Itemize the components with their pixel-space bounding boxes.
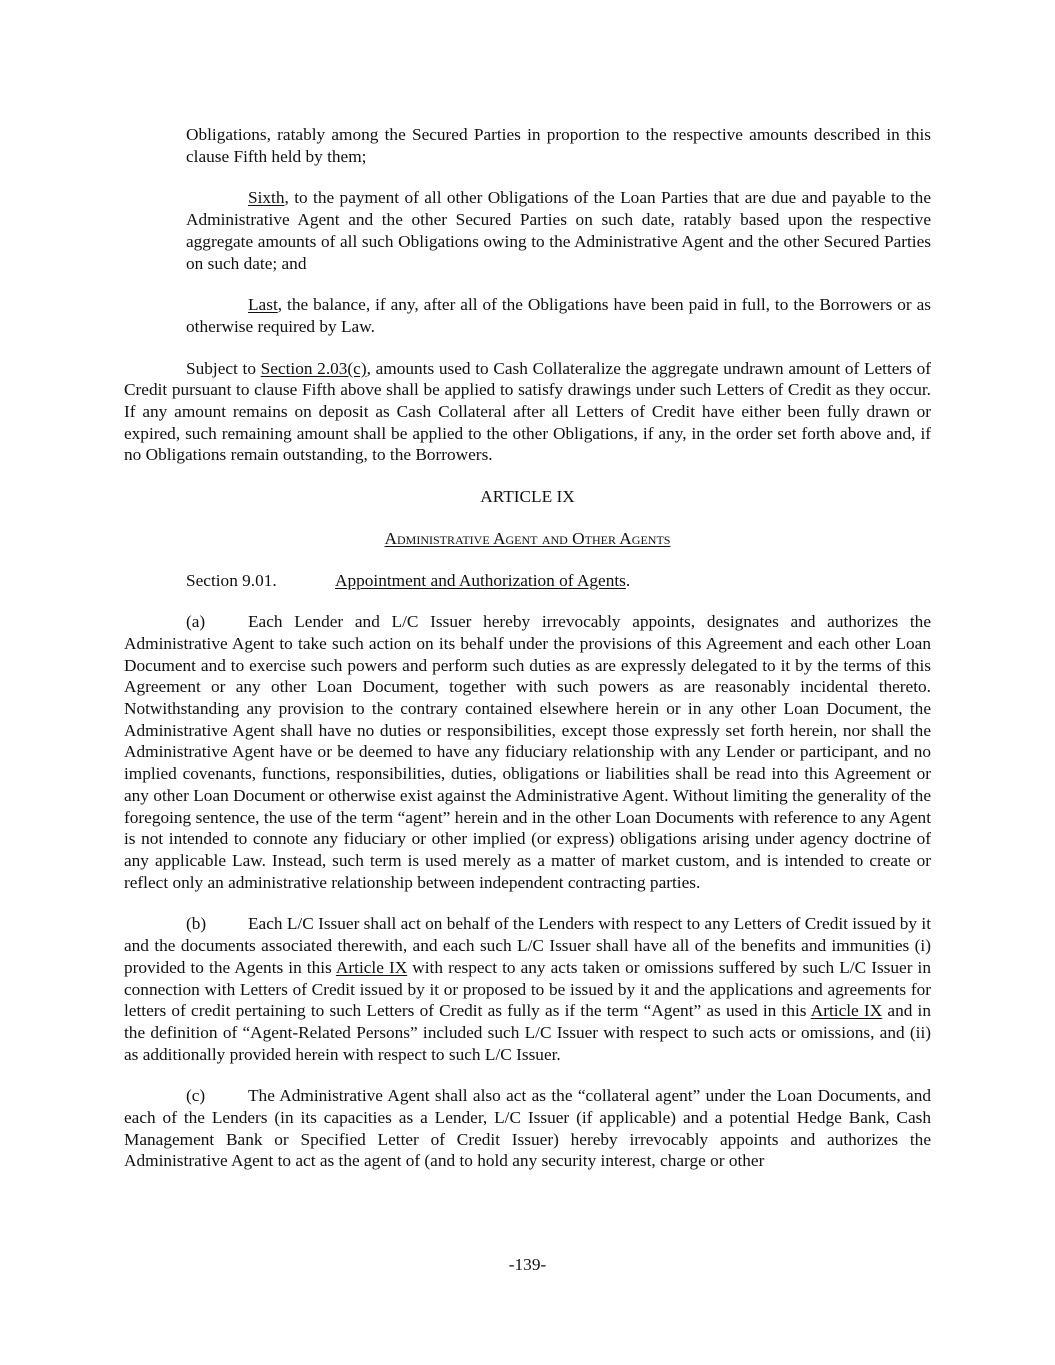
section-reference-link: Section 2.03(c) — [260, 358, 367, 378]
paragraph-c-label: (c) — [186, 1086, 206, 1106]
clause-last-label: Last — [248, 295, 278, 315]
paragraph-b-text-1: Each L/C Issuer shall act on behalf of the Lenders with respect to any Letters of Credit issued by it and the documents associated therewith, and each such L/C Issuer shall have all of the benefits and immunities (i) provided to the Agents in this — [124, 914, 931, 977]
paragraph-a-text: Each Lender and L/C Issuer hereby irrevocably appoints, designates and authorizes the Administrative Agent to take such action on its behalf under the provisions of this Agreement and each other Loan Document and to exercise such powers and perform such duties as are expressly delegated to it by the terms of this Agreement or any other Loan Document, together with such powers as are reasonably incidental thereto. Notwithstanding any provision to the contrary contained elsewhere herein or in any other Loan Document, the Administrative Agent shall have no duties or responsibilities, except those expressly set forth herein, nor shall the Administrative Agent have or be deemed to have any fiduciary relationship with any Lender or participant, and no implied covenants, functions, responsibilities, duties, obligations or liabilities shall be read into this Agreement or any other Loan Document or otherwise exist against the Administrative Agent. Without limiting the generality of the foregoing sentence, the use of the term “agent” herein and in the other Loan Documents with reference to any Agent is not intended to connote any fiduciary or other implied (or express) obligations arising under agency doctrine of any applicable Law. Instead, such term is used merely as a matter of market custom, and is intended to create or reflect only an administrative relationship between independent contracting parties. — [124, 612, 931, 892]
clause-sixth-text: , to the payment of all other Obligations of the Loan Parties that are due and payable to the Administrative Agent and the other Secured Parties on such date, ratably based upon the respective aggregate amounts of all such Obligations owing to the Administrative Agent and the other Secured Parties on such date; and — [186, 188, 931, 273]
paragraph-a — [124, 611, 931, 893]
section-title-suffix: . — [625, 570, 631, 590]
paragraph-last — [124, 294, 931, 337]
paragraph-b-text-3: and in the definition of “Agent-Related Persons” included such L/C Issuer with respect to such acts or omissions, and (ii) as additionally provided herein with respect to such L/C Issuer. — [124, 1001, 931, 1064]
clause-sixth-label: Sixth — [248, 188, 285, 208]
paragraph-b-text-2: with respect to any acts taken or omissions suffered by such L/C Issuer in connection with Letters of Credit issued by it or proposed to be issued by it and the applications and agreements for letters of credit pertaining to such Letters of Credit as fully as if the term “Agent” as used in this — [124, 957, 931, 1021]
article-subheading — [124, 528, 931, 550]
article-reference-1: Article IX — [335, 957, 408, 977]
paragraph-obligations: Obligations, ratably among the Secured Parties in proportion to the respective amounts described in this clause Fifth held by them; — [186, 125, 931, 166]
paragraph-a-label: (a) — [186, 612, 206, 632]
paragraph-c-text: The Administrative Agent shall also act as the “collateral agent” under the Loan Documents, and each of the Lenders (in its capacities as a Lender, L/C Issuer (if applicable) and a potential Hedge Bank, Cash Management Bank or Specified Letter of Credit Issuer) hereby irrevocably appoints and authorizes the Administrative Agent to act as the agent of (and to hold any security interest, charge or other — [124, 1086, 931, 1171]
paragraph-subject-to — [124, 358, 931, 467]
section-heading — [124, 570, 931, 592]
section-number: Section 9.01. — [186, 570, 277, 590]
clause-last-text: , the balance, if any, after all of the Obligations have been paid in full, to the Borrowers or as otherwise required by Law. — [186, 295, 931, 336]
paragraph-b — [124, 913, 931, 1065]
article-heading: ARTICLE IX — [480, 487, 575, 507]
article-subheading-text: Administrative Agent and Other Agents — [384, 528, 671, 548]
subject-pre: Subject to — [186, 358, 261, 378]
subject-text: , amounts used to Cash Collateralize the aggregate undrawn amount of Letters of Credit pursuant to clause Fifth above shall be applied to satisfy drawings under such Letters of Credit as they occur. If any amount remains on deposit as Cash Collateral after all Letters of Credit have either been fully drawn or expired, such remaining amount shall be applied to the other Obligations, if any, in the order set forth above and, if no Obligations remain outstanding, to the Borrowers. — [124, 358, 932, 465]
page-number: -139- — [508, 1255, 547, 1274]
paragraph-b-label: (b) — [186, 914, 207, 934]
paragraph-c — [124, 1085, 931, 1172]
paragraph-sixth — [124, 187, 931, 274]
section-title-wrap — [335, 570, 630, 592]
section-title: Appointment and Authorization of Agents — [335, 570, 626, 590]
document-page — [124, 124, 931, 1172]
article-reference-2: Article IX — [810, 1001, 883, 1021]
